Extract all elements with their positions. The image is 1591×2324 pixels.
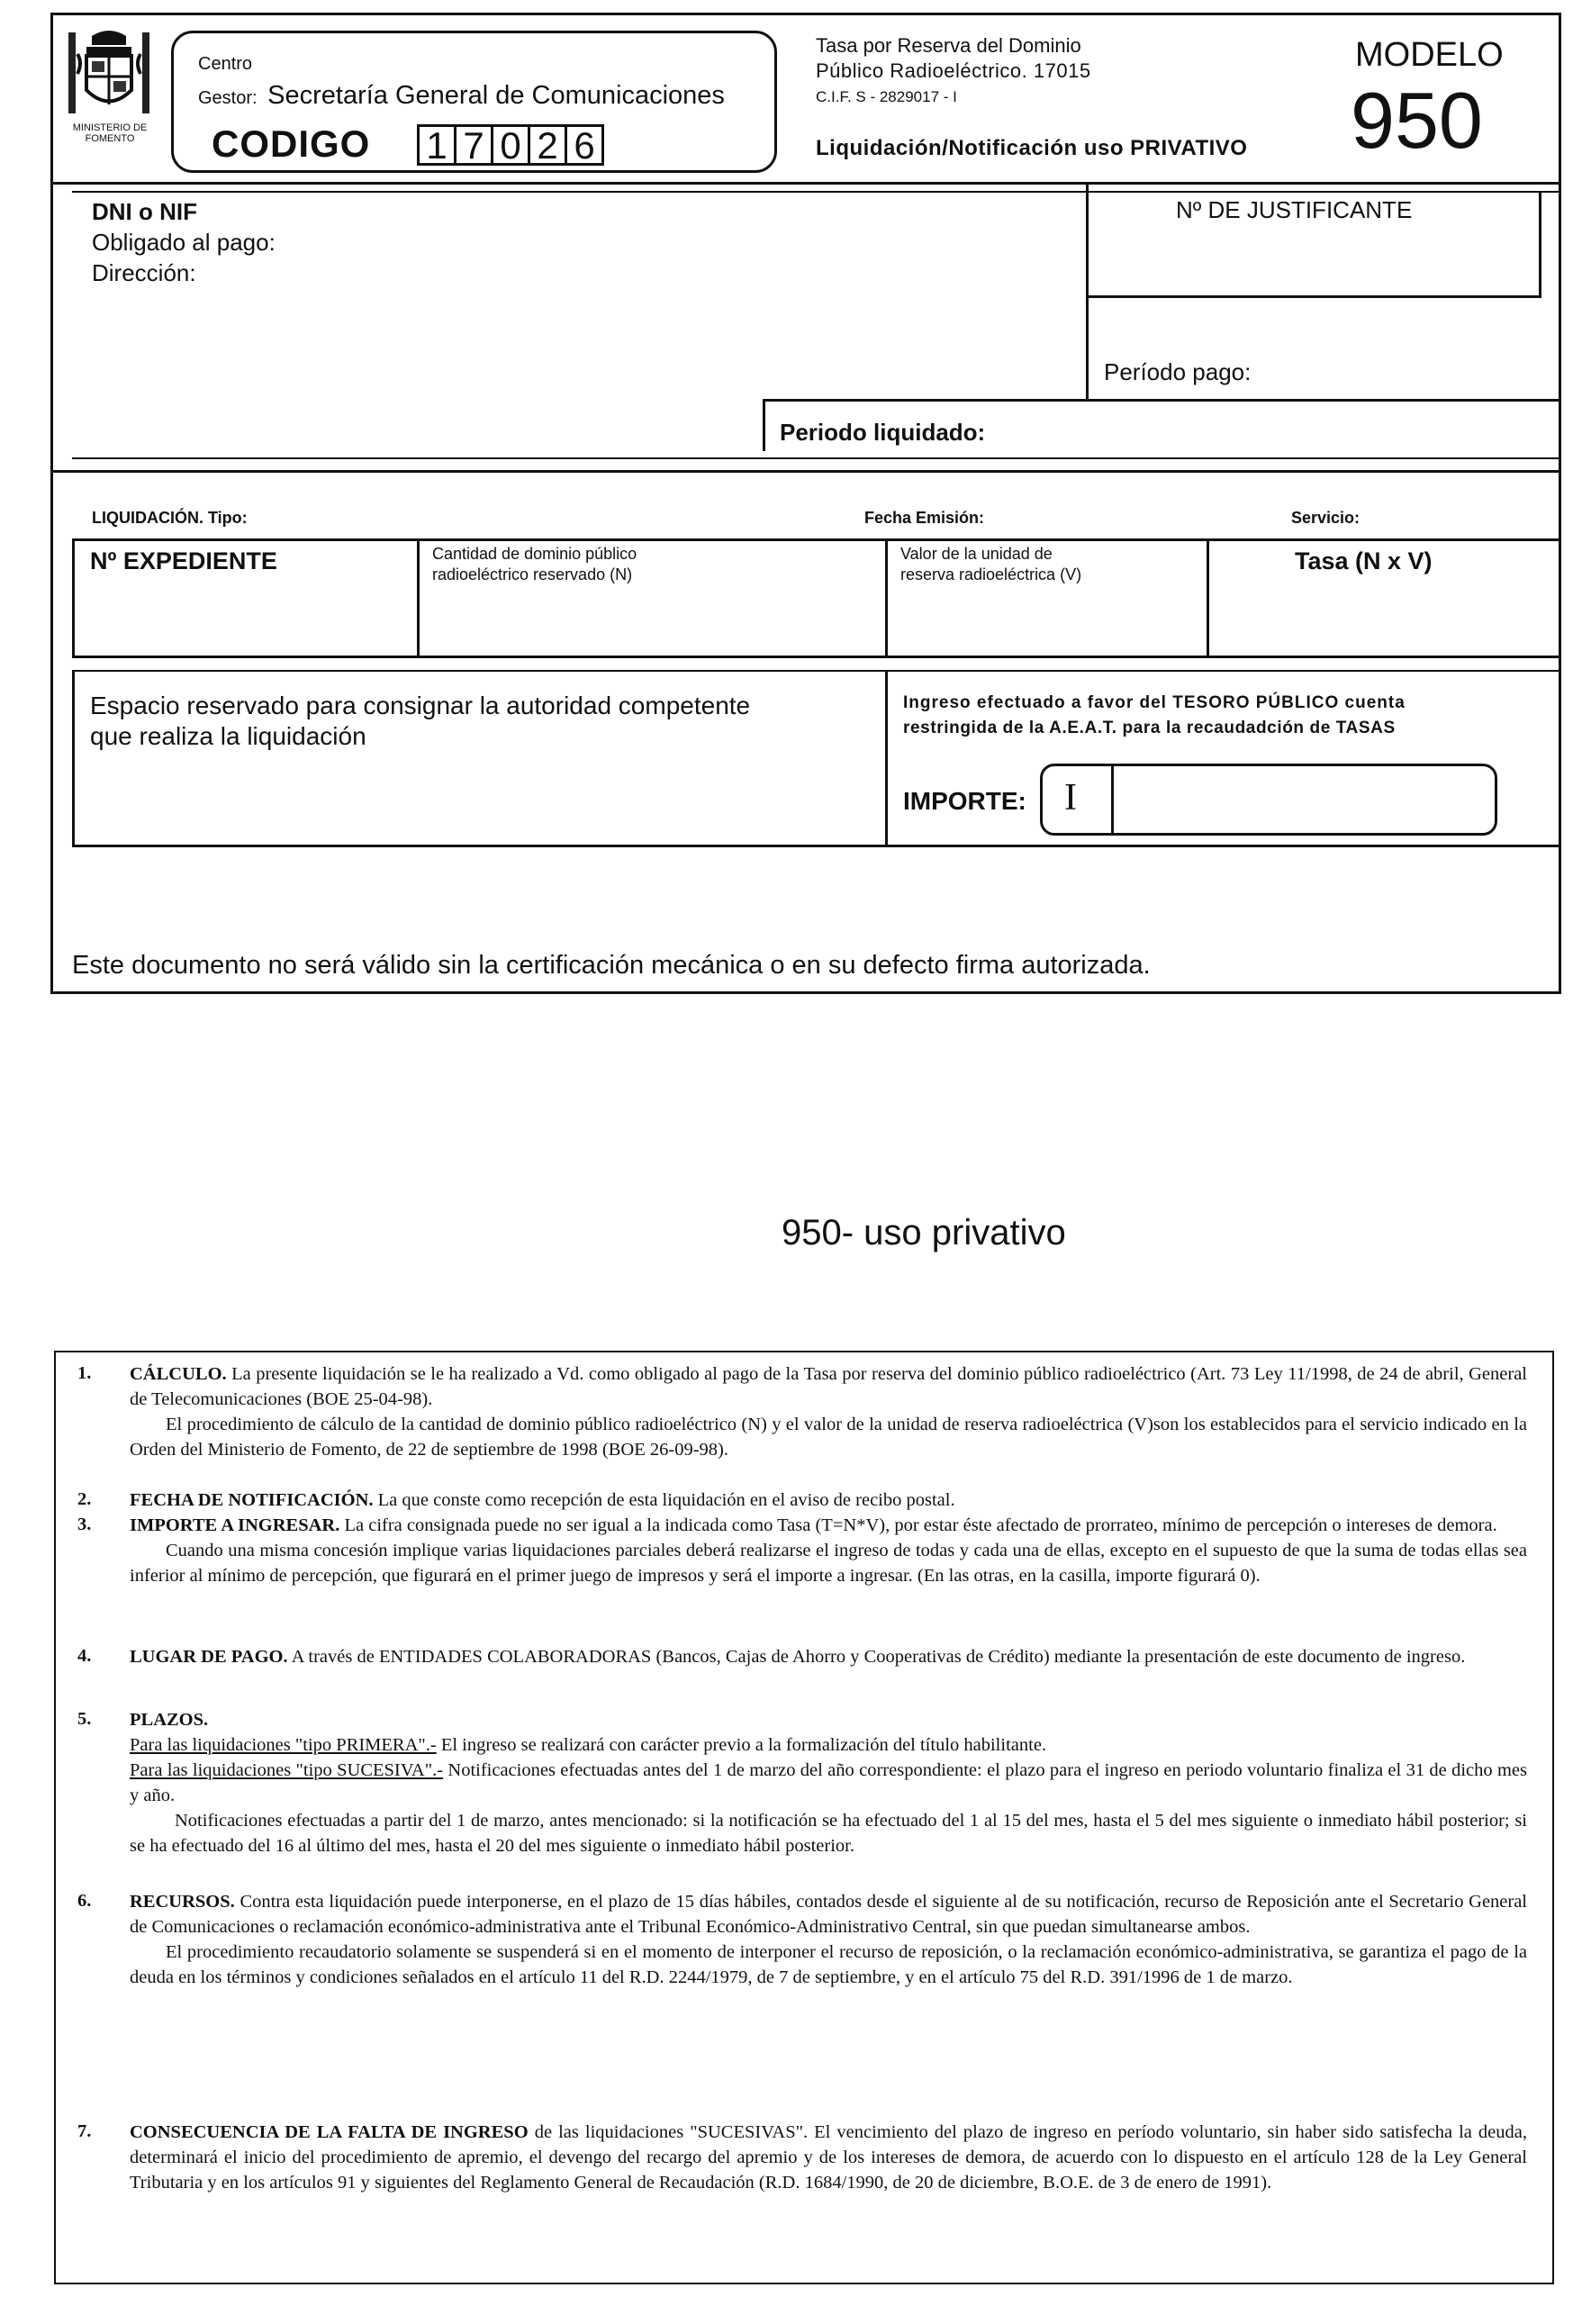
note-importe	[130, 1513, 1527, 1588]
periodo-pago-label: Período pago:	[1104, 358, 1252, 385]
note-number: 7.	[77, 2121, 92, 2141]
codigo-label: CODIGO	[212, 122, 371, 165]
cantidad-line1: Cantidad de dominio público	[432, 545, 637, 563]
validity-note: Este documento no será válido sin la certificación mecánica o en su defecto firma autorizada.	[72, 951, 1151, 980]
gestor-value: Secretaría General de Comunicaciones	[267, 81, 725, 110]
fecha-emision-label: Fecha Emisión:	[864, 509, 985, 527]
note-number: 4.	[77, 1646, 92, 1666]
codigo-digit: 7	[454, 124, 493, 166]
centro-label: Centro	[198, 54, 253, 74]
note-calculo	[130, 1361, 1527, 1462]
ingreso-line2: restringida de la A.E.A.T. para la recaudadción de TASAS	[903, 719, 1396, 737]
note-title: RECURSOS.	[130, 1892, 235, 1912]
codigo-digit: 1	[417, 124, 457, 166]
note-sub2-text: Notificaciones efectuadas antes del 1 de marzo del año correspondiente: el plazo para el ingreso en periodo voluntario finaliza el 31 de dicho mes y año.	[130, 1760, 1527, 1805]
periodo-liquidado-label: Periodo liquidado:	[780, 419, 986, 446]
note-sub2-label: Para las liquidaciones "tipo SUCESIVA".-	[130, 1760, 444, 1780]
note-sub1-text: El ingreso se realizará con carácter previo a la formalización del título habilitante.	[440, 1735, 1047, 1755]
note-number: 6.	[77, 1891, 92, 1911]
coat-of-arms-icon	[59, 27, 158, 135]
codigo-digit: 0	[491, 124, 530, 166]
note-lugar	[130, 1644, 1527, 1669]
note-text: Contra esta liquidación puede interponerse, en el plazo de 15 días hábiles, contados desde el siguiente al de su notificación, recurso de Reposición ante el Secretario General de Comunicaciones o reclamación económico-administrativa ante el Tribunal Económico-Administrativo Central, sin que puedan simultanearse ambos.	[130, 1892, 1528, 1937]
importe-box[interactable]	[1040, 764, 1497, 836]
ingreso-line1: Ingreso efectuado a favor del TESORO PÚBLICO cuenta	[903, 693, 1406, 712]
importe-label: IMPORTE:	[903, 787, 1026, 815]
direccion-label: Dirección:	[92, 259, 196, 286]
note-number: 5.	[77, 1709, 92, 1729]
note-consecuencia	[130, 2120, 1527, 2195]
ministry-label: MINISTERIO DE FOMENTO	[72, 122, 148, 144]
caption: 950- uso privativo	[782, 1213, 1066, 1252]
note-text-p2: Cuando una misma concesión implique varias liquidaciones parciales deberá realizarse el ingreso de todas y cada una de ellas, excepto en el supuesto de que la suma de todas ellas sea inferior al mínimo de percepción, que figurará en el primer juego de impresos y será el importe a ingresar. (En las otras, en la casilla, importe figurará 0).	[130, 1541, 1527, 1586]
tasa-line1: Tasa por Reserva del Dominio	[816, 34, 1081, 57]
gestor-label	[198, 81, 725, 111]
note-title: LUGAR DE PAGO.	[130, 1647, 288, 1667]
modelo-label: MODELO	[1355, 36, 1504, 74]
importe-mark: I	[1064, 777, 1077, 818]
valor-line1: Valor de la unidad de	[900, 545, 1053, 563]
tasa-column-label: Tasa (N x V)	[1295, 547, 1433, 574]
codigo-digit: 6	[565, 124, 604, 166]
note-title: PLAZOS.	[130, 1710, 209, 1730]
note-title: CÁLCULO.	[130, 1364, 227, 1384]
gestor-prefix: Gestor:	[198, 88, 258, 108]
note-title: IMPORTE A INGRESAR.	[130, 1515, 340, 1535]
note-fecha	[130, 1488, 1527, 1513]
valor-line2: reserva radioeléctrica (V)	[900, 565, 1082, 583]
authority-line2: que realiza la liquidación	[90, 722, 366, 750]
cif: C.I.F. S - 2829017 - I	[816, 88, 957, 105]
note-number: 1.	[77, 1363, 92, 1383]
note-text: de las liquidaciones "SUCESIVAS". El vencimiento del plazo de ingreso en período voluntario, sin haber sido satisfecha la deuda, determinará el inicio del procedimiento de apremio, el devengo del recargo del apremio y de los intereses de demora, de acuerdo con lo dispuesto en el artículo 128 de la Ley General Tributaria y en los artículos 91 y siguientes del Reglamento General de Recaudación (R.D. 1684/1990, de 20 de diciembre, B.O.E. de 3 de enero de 1991).	[130, 2122, 1527, 2193]
tasa-line2: Público Radioeléctrico. 17015	[816, 59, 1091, 82]
dni-label: DNI o NIF	[92, 198, 197, 225]
note-plazos	[130, 1707, 1527, 1858]
note-text-p2: El procedimiento de cálculo de la cantidad de dominio público radioeléctrico (N) y el valor de la unidad de reserva radioeléctrica (V)son los establecidos para el servicio indicado en la Orden del Ministerio de Fomento, de 22 de septiembre de 1998 (BOE 26-09-98).	[130, 1415, 1527, 1460]
liquidacion-tipo-label: LIQUIDACIÓN. Tipo:	[92, 509, 248, 527]
justificante-label: Nº DE JUSTIFICANTE	[1176, 196, 1413, 223]
note-text: La cifra consignada puede no ser igual a la indicada como Tasa (T=N*V), por estar éste afectado de prorrateo, mínimo de percepción o intereses de demora.	[344, 1515, 1497, 1535]
cantidad-line2: radioeléctrico reservado (N)	[432, 565, 633, 583]
codigo-digits	[417, 124, 601, 166]
note-text-p3: Notificaciones efectuadas a partir del 1 de marzo, antes mencionado: si la notificación se ha efectuado del 1 al 15 del mes, hasta el 5 del mes siguiente o inmediato hábil posterior; si se ha efectuado del 16 al último del mes, hasta el 20 del mes siguiente o inmediato hábil posterior.	[130, 1811, 1527, 1856]
note-text: A través de ENTIDADES COLABORADORAS (Bancos, Cajas de Ahorro y Cooperativas de Crédito) mediante la presentación de este documento de ingreso.	[291, 1647, 1466, 1667]
note-title: FECHA DE NOTIFICACIÓN.	[130, 1490, 374, 1510]
note-recursos	[130, 1889, 1527, 1990]
note-sub1-label: Para las liquidaciones "tipo PRIMERA".-	[130, 1735, 437, 1755]
servicio-label: Servicio:	[1291, 509, 1360, 527]
note-text: La que conste como recepción de esta liquidación en el aviso de recibo postal.	[377, 1490, 955, 1510]
note-text-p2: El procedimiento recaudatorio solamente se suspenderá si en el momento de interponer el recurso de reposición, o la reclamación económico-administrativa, se garantiza el pago de la deuda en los términos y condiciones señalados en el artículo 11 del R.D. 2244/1979, de 7 de septiembre, y en el artículo 75 del R.D. 391/1996 de 1 de marzo.	[130, 1942, 1527, 1987]
note-number: 3.	[77, 1515, 92, 1534]
note-text: La presente liquidación se le ha realizado a Vd. como obligado al pago de la Tasa por reserva del dominio público radioeléctrico (Art. 73 Ley 11/1998, de 24 de abril, General de Telecomunicaciones (BOE 25-04-98).	[130, 1364, 1527, 1409]
modelo-number: 950	[1351, 76, 1483, 165]
note-title: CONSECUENCIA DE LA FALTA DE INGRESO	[130, 2122, 529, 2142]
expediente-label: Nº EXPEDIENTE	[90, 547, 277, 574]
obligado-label: Obligado al pago:	[92, 229, 276, 256]
liquidacion-type: Liquidación/Notificación uso PRIVATIVO	[816, 136, 1248, 160]
codigo-digit: 2	[528, 124, 567, 166]
note-number: 2.	[77, 1489, 92, 1509]
authority-line1: Espacio reservado para consignar la autoridad competente	[90, 692, 751, 719]
